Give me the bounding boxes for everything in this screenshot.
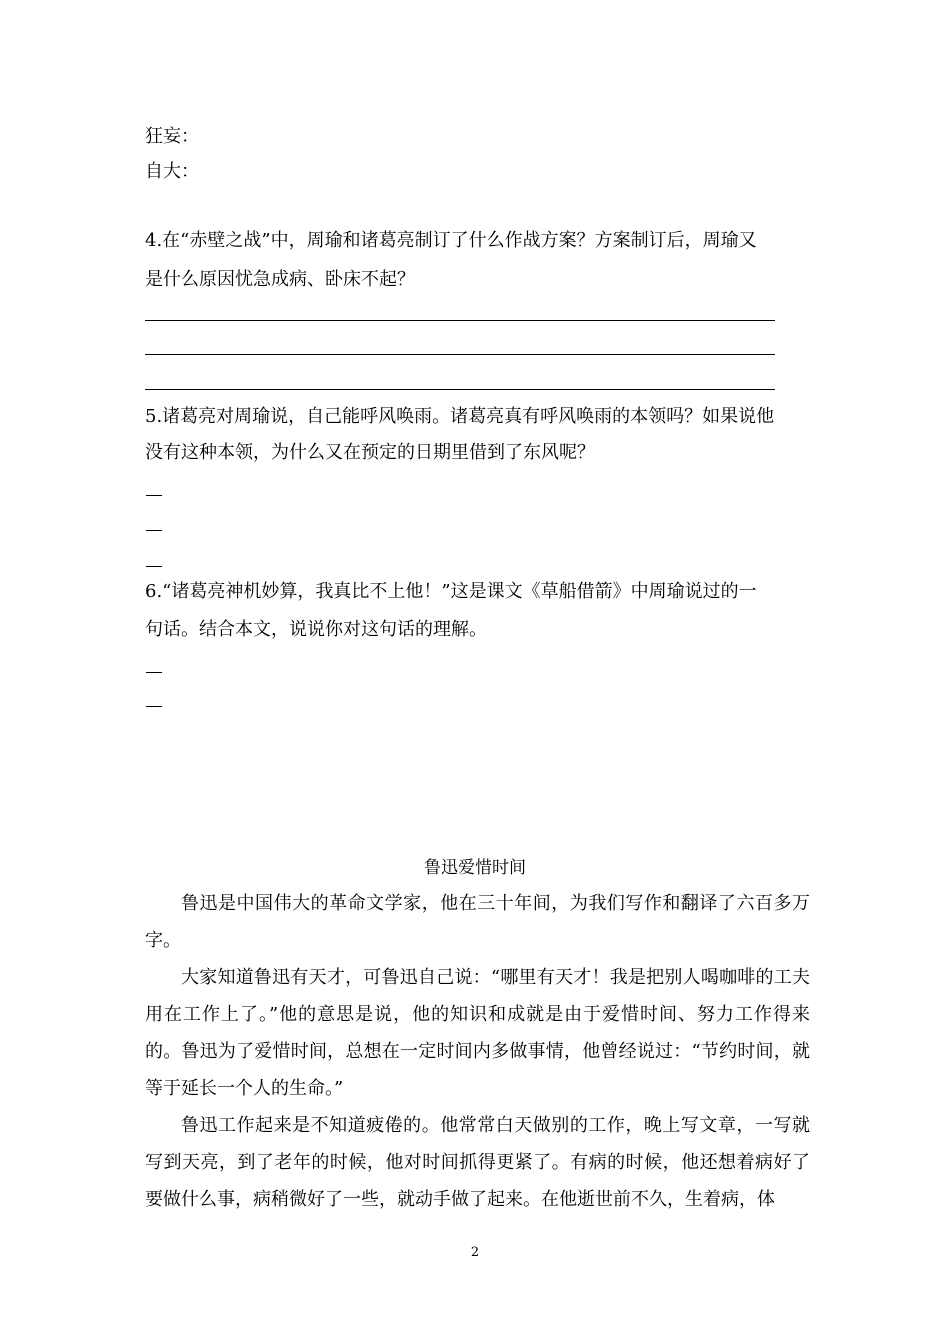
question-4-line-2: 是什么原因忧急成病、卧床不起？ xyxy=(145,269,415,290)
article-paragraph-1: 鲁迅是中国伟大的革命文学家，他在三十年间，为我们写作和翻译了六百多万字。 xyxy=(145,893,810,951)
question-6-line-1: 6.“诸葛亮神机妙算，我真比不上他！”这是课文《草船借箭》中周瑜说过的一 xyxy=(145,581,757,602)
answer-dash xyxy=(146,566,162,567)
answer-dash xyxy=(146,706,162,707)
page-number: 2 xyxy=(470,1245,480,1260)
article-title: 鲁迅爱惜时间 xyxy=(424,858,526,878)
word-zida: 自大： xyxy=(145,161,199,182)
answer-line xyxy=(145,354,775,355)
answer-dash xyxy=(146,530,162,531)
question-4-line-1: 4.在“赤壁之战”中，周瑜和诸葛亮制订了什么作战方案？方案制订后，周瑜又 xyxy=(145,230,757,251)
question-6-line-2: 句话。结合本文，说说你对这句话的理解。 xyxy=(145,619,487,640)
answer-dash xyxy=(146,672,162,673)
question-5-line-1: 5.诸葛亮对周瑜说，自己能呼风唤雨。诸葛亮真有呼风唤雨的本领吗？如果说他 xyxy=(145,406,775,427)
answer-line xyxy=(145,320,775,321)
question-5-line-2: 没有这种本领，为什么又在预定的日期里借到了东风呢？ xyxy=(145,442,595,463)
answer-dash xyxy=(146,495,162,496)
word-kuangwang: 狂妄： xyxy=(145,126,199,147)
answer-line xyxy=(145,389,775,390)
article-paragraph-2: 大家知道鲁迅有天才，可鲁迅自己说：“哪里有天才！我是把别人喝咖啡的工夫用在工作上了。”他的意思是说，他的知识和成就是由于爱惜时间、努力工作得来的。鲁迅为了爱惜时间，总想在一定时间内多做事情，他曾经说过：“节约时间，就等于延长一个人的生命。” xyxy=(145,967,810,1099)
article-paragraph-3: 鲁迅工作起来是不知道疲倦的。他常常白天做别的工作，晚上写文章，一写就写到天亮，到了老年的时候，他对时间抓得更紧了。有病的时候，他还想着病好了要做什么事，病稍微好了一些，就动手做了起来。在他逝世前不久，生着病，体 xyxy=(145,1115,810,1210)
